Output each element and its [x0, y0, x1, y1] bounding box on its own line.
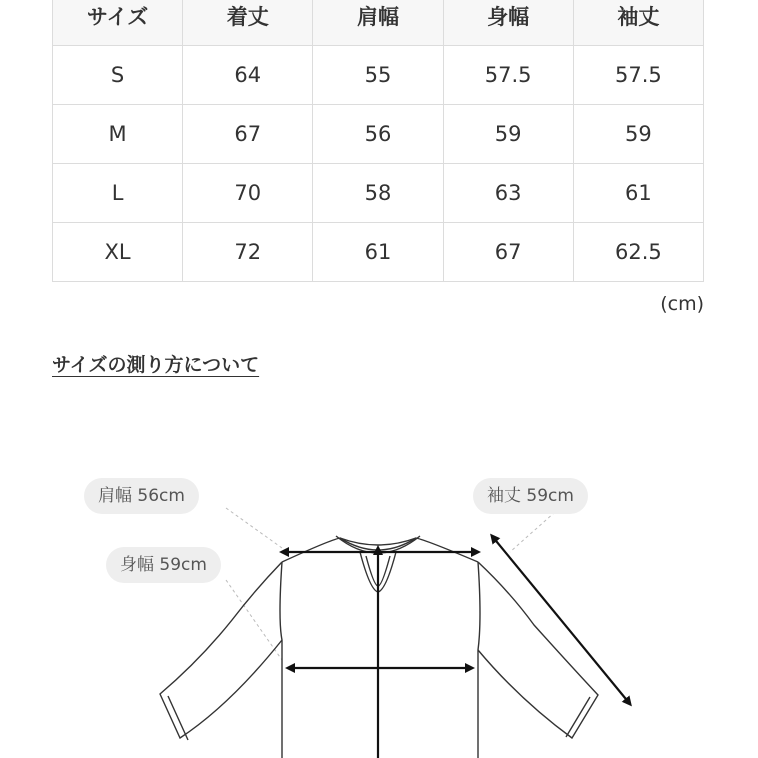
table-cell: 55: [313, 46, 443, 105]
table-cell: M: [53, 105, 183, 164]
table-cell: 67: [183, 105, 313, 164]
table-cell: 72: [183, 223, 313, 282]
header-shoulder: 肩幅: [313, 0, 443, 46]
table-cell: 56: [313, 105, 443, 164]
table-cell: 59: [573, 105, 703, 164]
table-cell: 67: [443, 223, 573, 282]
table-cell: 61: [313, 223, 443, 282]
body-measure-label: 身幅 59cm: [106, 547, 221, 583]
shoulder-leader-line: [226, 508, 282, 548]
table-cell: 62.5: [573, 223, 703, 282]
table-cell: 61: [573, 164, 703, 223]
shoulder-measure-label: 肩幅 56cm: [84, 478, 199, 514]
unit-note: (cm): [660, 293, 704, 315]
header-size: サイズ: [53, 0, 183, 46]
header-length: 着丈: [183, 0, 313, 46]
table-cell: L: [53, 164, 183, 223]
header-width: 身幅: [443, 0, 573, 46]
table-cell: XL: [53, 223, 183, 282]
sleeve-length-arrow: [492, 536, 630, 704]
table-cell: 59: [443, 105, 573, 164]
table-cell: 64: [183, 46, 313, 105]
table-cell: 63: [443, 164, 573, 223]
table-cell: S: [53, 46, 183, 105]
table-cell: 57.5: [573, 46, 703, 105]
table-cell: 70: [183, 164, 313, 223]
sleeve-leader-line: [510, 512, 555, 552]
header-sleeve: 袖丈: [573, 0, 703, 46]
table-cell: 58: [313, 164, 443, 223]
sleeve-measure-label: 袖丈 59cm: [473, 478, 588, 514]
measurement-guide-link[interactable]: サイズの測り方について: [52, 354, 260, 376]
table-cell: 57.5: [443, 46, 573, 105]
